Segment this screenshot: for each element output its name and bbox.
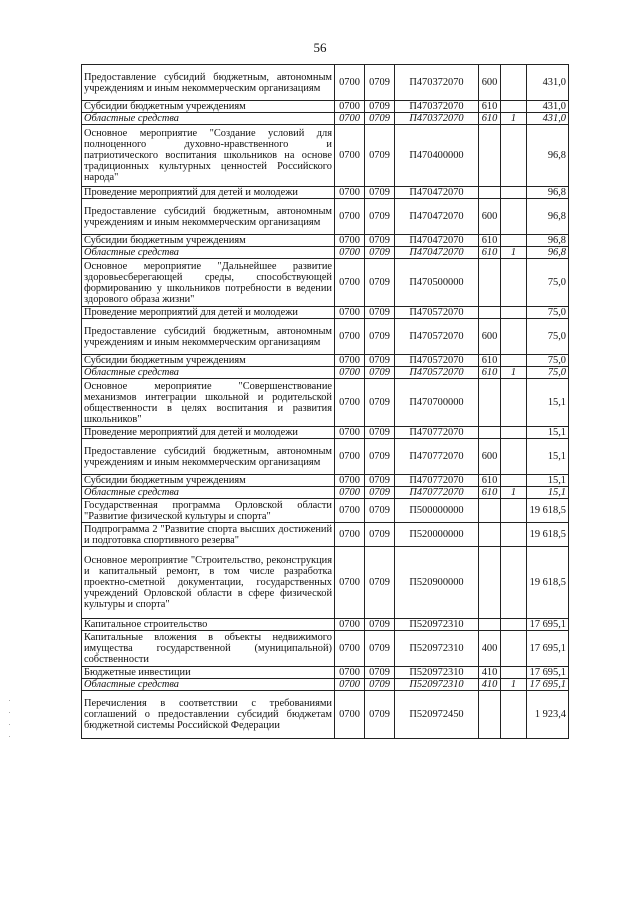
row-expense-type [479, 307, 501, 319]
table-row [82, 475, 569, 487]
row-section: 0700 [335, 547, 365, 619]
row-name: Основное мероприятие "Строительство, реконструкция и капитальный ремонт, в том числе разработка проектно-сметной документации, государственных учреждений Орловской области в сфере физической культуры и спорта" [82, 547, 335, 619]
budget-table [81, 64, 569, 739]
row-subsection: 0709 [365, 679, 395, 691]
row-amount: 96,8 [527, 187, 569, 199]
table-row [82, 667, 569, 679]
row-target-article: П520972310 [395, 619, 479, 631]
row-name: Предоставление субсидий бюджетным, автономным учреждениям и иным некоммерческим организациям [82, 199, 335, 235]
row-expense-type [479, 187, 501, 199]
row-funding-source [501, 547, 527, 619]
row-funding-source: 1 [501, 247, 527, 259]
table-row-regional-funds [82, 113, 569, 125]
row-funding-source [501, 631, 527, 667]
page-number: 56 [313, 40, 327, 55]
row-subsection: 0709 [365, 499, 395, 523]
row-section: 0700 [335, 101, 365, 113]
row-name: Предоставление субсидий бюджетным, автономным учреждениям и иным некоммерческим организациям [82, 65, 335, 101]
row-amount: 431,0 [527, 65, 569, 101]
row-funding-source [501, 427, 527, 439]
row-section: 0700 [335, 307, 365, 319]
row-expense-type [479, 523, 501, 547]
row-section: 0700 [335, 499, 365, 523]
row-section: 0700 [335, 355, 365, 367]
row-subsection: 0709 [365, 367, 395, 379]
row-funding-source: 1 [501, 487, 527, 499]
table-row-regional-funds [82, 247, 569, 259]
row-subsection: 0709 [365, 487, 395, 499]
row-funding-source [501, 379, 527, 427]
row-funding-source [501, 523, 527, 547]
row-section: 0700 [335, 247, 365, 259]
row-expense-type [479, 619, 501, 631]
row-section: 0700 [335, 379, 365, 427]
row-name: Проведение мероприятий для детей и молодежи [82, 427, 335, 439]
row-subsection: 0709 [365, 125, 395, 187]
row-funding-source [501, 259, 527, 307]
row-section: 0700 [335, 65, 365, 101]
row-amount: 75,0 [527, 319, 569, 355]
row-target-article: П520972310 [395, 667, 479, 679]
row-amount: 96,8 [527, 247, 569, 259]
row-subsection: 0709 [365, 379, 395, 427]
row-target-article: П470372070 [395, 65, 479, 101]
row-funding-source [501, 439, 527, 475]
row-amount: 17 695,1 [527, 619, 569, 631]
row-name: Капитальное строительство [82, 619, 335, 631]
row-name: Государственная программа Орловской области "Развитие физической культуры и спорта" [82, 499, 335, 523]
row-amount: 15,1 [527, 427, 569, 439]
table-row [82, 355, 569, 367]
row-target-article: П470472070 [395, 199, 479, 235]
row-amount: 75,0 [527, 367, 569, 379]
row-subsection: 0709 [365, 631, 395, 667]
row-funding-source [501, 187, 527, 199]
row-name: Капитальные вложения в объекты недвижимого имущества государственной (муниципальной) собственности [82, 631, 335, 667]
row-name: Проведение мероприятий для детей и молодежи [82, 307, 335, 319]
row-subsection: 0709 [365, 319, 395, 355]
row-name: Субсидии бюджетным учреждениям [82, 475, 335, 487]
row-expense-type [479, 379, 501, 427]
row-subsection: 0709 [365, 619, 395, 631]
row-funding-source [501, 307, 527, 319]
row-amount: 15,1 [527, 475, 569, 487]
row-expense-type: 610 [479, 235, 501, 247]
row-expense-type: 400 [479, 631, 501, 667]
row-section: 0700 [335, 691, 365, 739]
row-subsection: 0709 [365, 439, 395, 475]
row-section: 0700 [335, 113, 365, 125]
row-amount: 15,1 [527, 379, 569, 427]
row-expense-type: 600 [479, 319, 501, 355]
table-row-regional-funds [82, 487, 569, 499]
table-row [82, 499, 569, 523]
row-expense-type: 410 [479, 667, 501, 679]
row-funding-source: 1 [501, 679, 527, 691]
row-name: Субсидии бюджетным учреждениям [82, 235, 335, 247]
row-name: Основное мероприятие "Дальнейшее развитие здоровьесберегающей среды, способствующей формированию у школьников потребности в ведении здорового образа жизни" [82, 259, 335, 307]
row-funding-source: 1 [501, 113, 527, 125]
row-target-article: П470372070 [395, 101, 479, 113]
row-subsection: 0709 [365, 247, 395, 259]
row-expense-type: 610 [479, 101, 501, 113]
row-subsection: 0709 [365, 667, 395, 679]
row-name: Бюджетные инвестиции [82, 667, 335, 679]
row-name: Проведение мероприятий для детей и молодежи [82, 187, 335, 199]
row-section: 0700 [335, 475, 365, 487]
row-funding-source [501, 355, 527, 367]
row-subsection: 0709 [365, 101, 395, 113]
row-funding-source [501, 691, 527, 739]
table-row [82, 427, 569, 439]
row-name: Областные средства [82, 367, 335, 379]
row-funding-source [501, 235, 527, 247]
row-expense-type: 600 [479, 439, 501, 475]
row-expense-type: 610 [479, 113, 501, 125]
row-expense-type: 610 [479, 367, 501, 379]
row-amount: 19 618,5 [527, 499, 569, 523]
row-amount: 75,0 [527, 307, 569, 319]
table-row [82, 259, 569, 307]
row-section: 0700 [335, 187, 365, 199]
row-amount: 1 923,4 [527, 691, 569, 739]
row-subsection: 0709 [365, 547, 395, 619]
row-amount: 75,0 [527, 259, 569, 307]
row-section: 0700 [335, 259, 365, 307]
row-amount: 431,0 [527, 101, 569, 113]
row-amount: 96,8 [527, 235, 569, 247]
table-row-regional-funds [82, 367, 569, 379]
row-expense-type [479, 259, 501, 307]
row-target-article: П470472070 [395, 187, 479, 199]
row-target-article: П470572070 [395, 307, 479, 319]
row-target-article: П470472070 [395, 235, 479, 247]
row-funding-source [501, 475, 527, 487]
row-section: 0700 [335, 631, 365, 667]
row-section: 0700 [335, 619, 365, 631]
row-expense-type [479, 499, 501, 523]
row-expense-type: 410 [479, 679, 501, 691]
table-row [82, 199, 569, 235]
row-funding-source [501, 319, 527, 355]
row-subsection: 0709 [365, 691, 395, 739]
row-expense-type [479, 427, 501, 439]
row-amount: 15,1 [527, 439, 569, 475]
row-funding-source: 1 [501, 367, 527, 379]
row-subsection: 0709 [365, 65, 395, 101]
row-subsection: 0709 [365, 187, 395, 199]
row-target-article: П470572070 [395, 355, 479, 367]
row-target-article: П470772070 [395, 475, 479, 487]
row-section: 0700 [335, 367, 365, 379]
row-funding-source [501, 125, 527, 187]
row-name: Областные средства [82, 679, 335, 691]
row-amount: 19 618,5 [527, 523, 569, 547]
row-target-article: П470572070 [395, 319, 479, 355]
row-target-article: П470472070 [395, 247, 479, 259]
table-row [82, 523, 569, 547]
row-target-article: П470772070 [395, 487, 479, 499]
row-target-article: П520900000 [395, 547, 479, 619]
row-section: 0700 [335, 235, 365, 247]
row-target-article: П520972310 [395, 679, 479, 691]
row-name: Основное мероприятие "Создание условий для полноценного духовно-нравственного и патриотического воспитания школьников на основе традиционных культурных ценностей Российского народа" [82, 125, 335, 187]
row-funding-source [501, 619, 527, 631]
row-target-article: П500000000 [395, 499, 479, 523]
row-name: Областные средства [82, 247, 335, 259]
row-amount: 17 695,1 [527, 679, 569, 691]
row-subsection: 0709 [365, 475, 395, 487]
row-expense-type: 600 [479, 65, 501, 101]
budget-table-body [82, 65, 569, 739]
row-expense-type: 610 [479, 355, 501, 367]
row-funding-source [501, 101, 527, 113]
row-amount: 431,0 [527, 113, 569, 125]
row-target-article: П470500000 [395, 259, 479, 307]
row-subsection: 0709 [365, 427, 395, 439]
table-row [82, 307, 569, 319]
row-section: 0700 [335, 667, 365, 679]
table-row [82, 187, 569, 199]
row-expense-type: 600 [479, 199, 501, 235]
row-name: Предоставление субсидий бюджетным, автономным учреждениям и иным некоммерческим организациям [82, 319, 335, 355]
row-section: 0700 [335, 439, 365, 475]
row-subsection: 0709 [365, 235, 395, 247]
row-amount: 96,8 [527, 199, 569, 235]
table-row [82, 65, 569, 101]
table-row [82, 319, 569, 355]
row-expense-type: 610 [479, 487, 501, 499]
table-row [82, 691, 569, 739]
row-subsection: 0709 [365, 113, 395, 125]
row-name: Основное мероприятие "Совершенствование механизмов интеграции школьной и родительской общественности в целях воспитания и развития школьников" [82, 379, 335, 427]
row-amount: 17 695,1 [527, 631, 569, 667]
row-amount: 75,0 [527, 355, 569, 367]
table-row [82, 101, 569, 113]
row-target-article: П470700000 [395, 379, 479, 427]
table-row [82, 547, 569, 619]
row-subsection: 0709 [365, 355, 395, 367]
row-section: 0700 [335, 523, 365, 547]
row-target-article: П520972450 [395, 691, 479, 739]
row-funding-source [501, 65, 527, 101]
row-funding-source [501, 667, 527, 679]
table-row [82, 631, 569, 667]
row-target-article: П470400000 [395, 125, 479, 187]
row-section: 0700 [335, 679, 365, 691]
row-section: 0700 [335, 487, 365, 499]
row-subsection: 0709 [365, 523, 395, 547]
table-row [82, 439, 569, 475]
row-expense-type [479, 125, 501, 187]
row-name: Областные средства [82, 487, 335, 499]
row-section: 0700 [335, 319, 365, 355]
row-amount: 17 695,1 [527, 667, 569, 679]
row-section: 0700 [335, 199, 365, 235]
table-row-regional-funds [82, 679, 569, 691]
row-expense-type: 610 [479, 247, 501, 259]
row-amount: 19 618,5 [527, 547, 569, 619]
row-section: 0700 [335, 427, 365, 439]
row-section: 0700 [335, 125, 365, 187]
row-funding-source [501, 499, 527, 523]
row-name: Подпрограмма 2 "Развитие спорта высших достижений и подготовка спортивного резерва" [82, 523, 335, 547]
row-target-article: П470772070 [395, 427, 479, 439]
row-name: Субсидии бюджетным учреждениям [82, 355, 335, 367]
table-row [82, 619, 569, 631]
row-amount: 15,1 [527, 487, 569, 499]
row-target-article: П470372070 [395, 113, 479, 125]
row-target-article: П520972310 [395, 631, 479, 667]
row-subsection: 0709 [365, 307, 395, 319]
row-expense-type [479, 547, 501, 619]
table-row [82, 125, 569, 187]
row-funding-source [501, 199, 527, 235]
row-amount: 96,8 [527, 125, 569, 187]
row-name: Областные средства [82, 113, 335, 125]
row-target-article: П470772070 [395, 439, 479, 475]
row-expense-type: 610 [479, 475, 501, 487]
row-target-article: П470572070 [395, 367, 479, 379]
row-subsection: 0709 [365, 259, 395, 307]
row-target-article: П520000000 [395, 523, 479, 547]
row-subsection: 0709 [365, 199, 395, 235]
table-row [82, 235, 569, 247]
row-name: Субсидии бюджетным учреждениям [82, 101, 335, 113]
row-name: Перечисления в соответствии с требованиями соглашений о предоставлении субсидий бюджетам бюджетной системы Российской Федерации [82, 691, 335, 739]
row-expense-type [479, 691, 501, 739]
table-row [82, 379, 569, 427]
row-name: Предоставление субсидий бюджетным, автономным учреждениям и иным некоммерческим организациям [82, 439, 335, 475]
